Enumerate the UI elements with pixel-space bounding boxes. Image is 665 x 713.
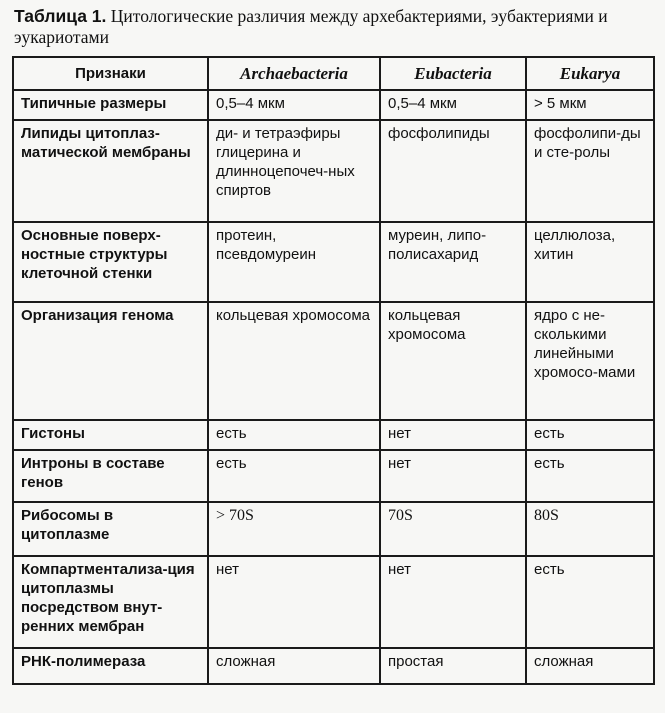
caption-label: Таблица 1. <box>14 6 107 26</box>
cell-eubacteria: муреин, липо-полисахарид <box>380 222 526 302</box>
row-feature: Интроны в составе генов <box>13 450 208 502</box>
row-feature: Компартментализа-ция цитоплазмы посредством внут-ренних мембран <box>13 556 208 648</box>
cell-archaebacteria: 0,5–4 мкм <box>208 90 380 120</box>
cell-eukarya: есть <box>526 420 654 450</box>
table-caption <box>14 6 654 48</box>
cell-eukarya: целлюлоза, хитин <box>526 222 654 302</box>
table-row <box>13 120 654 222</box>
cell-archaebacteria: ди- и тетраэфиры глицерина и длинноцепочеч-ных спиртов <box>208 120 380 222</box>
table-row <box>13 90 654 120</box>
header-eubacteria: Eubacteria <box>380 57 526 90</box>
cell-eukarya: ядро с не-сколькими линейными хромосо-мами <box>526 302 654 420</box>
row-feature: Основные поверх-ностные структуры клеточной стенки <box>13 222 208 302</box>
row-feature: Гистоны <box>13 420 208 450</box>
table-row <box>13 450 654 502</box>
table-row <box>13 648 654 684</box>
cell-archaebacteria: сложная <box>208 648 380 684</box>
caption-text: Цитологические различия между архебактериями, эубактериями и эукариотами <box>14 6 608 47</box>
cell-eukarya: сложная <box>526 648 654 684</box>
cell-eukarya: фосфолипи-ды и сте-ролы <box>526 120 654 222</box>
row-feature: Липиды цитоплаз-матической мембраны <box>13 120 208 222</box>
table-header-row <box>13 57 654 90</box>
cell-eubacteria: нет <box>380 420 526 450</box>
cell-archaebacteria: протеин, псевдомуреин <box>208 222 380 302</box>
row-feature: Рибосомы в цитоплазме <box>13 502 208 556</box>
cell-eubacteria: кольцевая хромосома <box>380 302 526 420</box>
cell-eukarya: есть <box>526 450 654 502</box>
cell-archaebacteria: нет <box>208 556 380 648</box>
table-row <box>13 420 654 450</box>
cell-eubacteria: простая <box>380 648 526 684</box>
row-feature: Типичные размеры <box>13 90 208 120</box>
cell-archaebacteria: есть <box>208 420 380 450</box>
table-row <box>13 556 654 648</box>
cell-eubacteria: нет <box>380 450 526 502</box>
comparison-table <box>12 56 655 685</box>
cell-archaebacteria: > 70S <box>208 502 380 556</box>
cell-eukarya: > 5 мкм <box>526 90 654 120</box>
row-feature: Организация генома <box>13 302 208 420</box>
header-eukarya: Eukarya <box>526 57 654 90</box>
table-row <box>13 502 654 556</box>
cell-eubacteria: фосфолипиды <box>380 120 526 222</box>
cell-eubacteria: нет <box>380 556 526 648</box>
header-archaebacteria: Archaebacteria <box>208 57 380 90</box>
cell-eukarya: есть <box>526 556 654 648</box>
cell-eubacteria: 70S <box>380 502 526 556</box>
cell-archaebacteria: есть <box>208 450 380 502</box>
table-row <box>13 222 654 302</box>
cell-archaebacteria: кольцевая хромосома <box>208 302 380 420</box>
cell-eubacteria: 0,5–4 мкм <box>380 90 526 120</box>
table-row <box>13 302 654 420</box>
cell-eukarya: 80S <box>526 502 654 556</box>
header-feature: Признаки <box>13 57 208 90</box>
row-feature: РНК-полимераза <box>13 648 208 684</box>
